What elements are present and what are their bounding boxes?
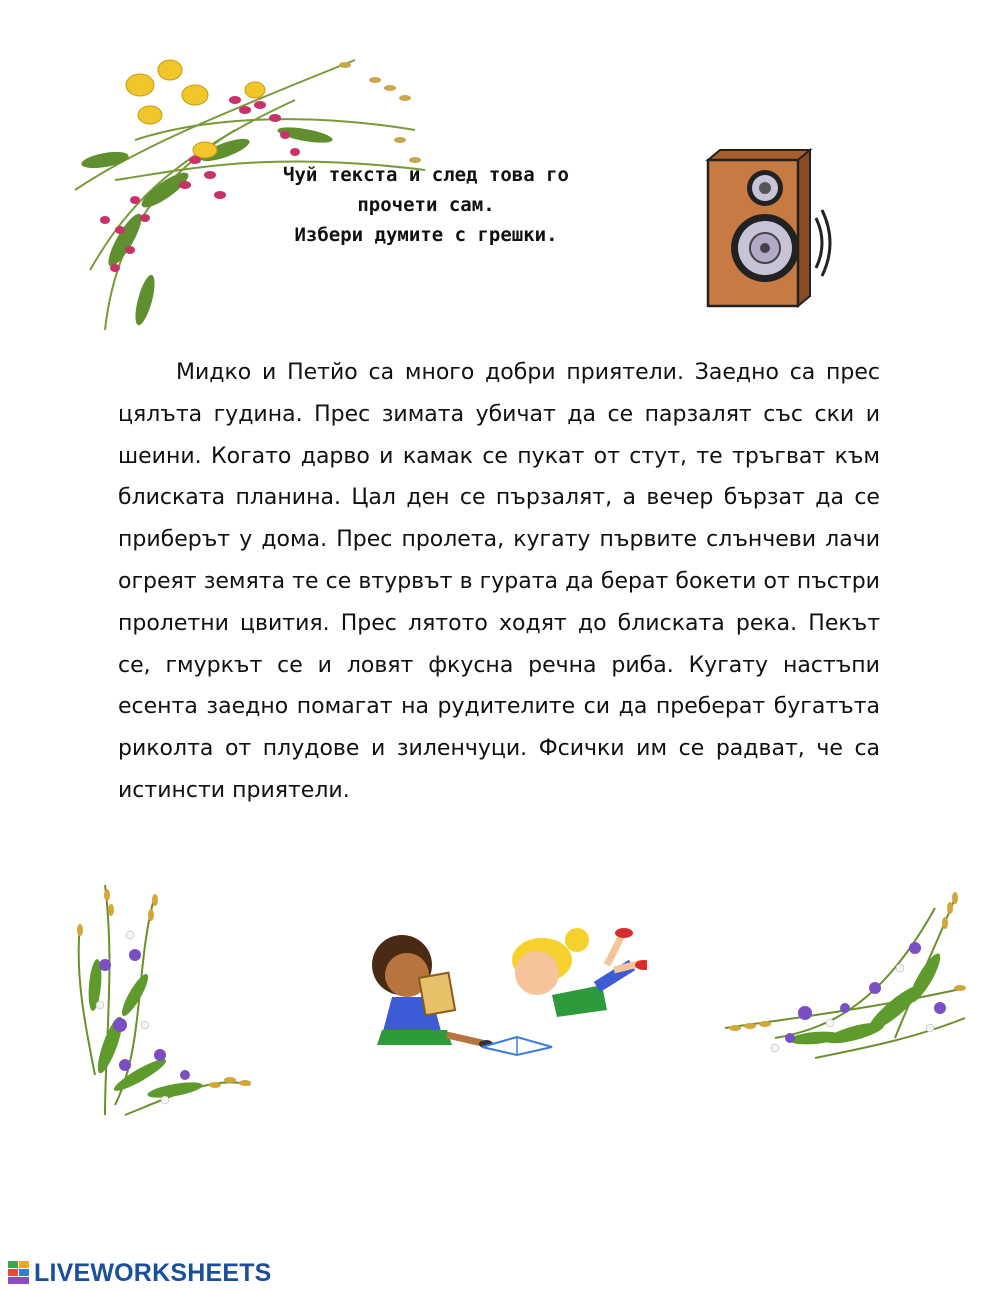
story-word[interactable]: са	[368, 360, 395, 385]
story-word[interactable]: дома.	[261, 527, 328, 553]
story-word[interactable]: Когато	[210, 443, 292, 469]
story-word[interactable]: настъпи	[782, 652, 880, 678]
story-word[interactable]: първите	[599, 527, 698, 553]
story-word[interactable]: да	[567, 401, 596, 427]
instructions-line-2: прочети сам.	[357, 194, 495, 216]
story-word[interactable]: парзалят	[644, 401, 752, 427]
story-word[interactable]: гудина.	[213, 401, 303, 427]
story-word[interactable]: блиската	[617, 610, 725, 636]
story-text	[118, 352, 880, 812]
story-word[interactable]: земята	[203, 568, 286, 594]
story-word[interactable]: ловят	[346, 652, 414, 678]
story-word[interactable]: блиската	[118, 485, 226, 511]
floral-corner-decoration-bottom-right	[715, 888, 975, 1073]
story-word[interactable]: да	[618, 694, 648, 720]
story-word[interactable]: са	[789, 360, 816, 385]
story-word[interactable]: ходят	[499, 610, 567, 636]
story-word[interactable]: втурвът	[358, 568, 453, 594]
story-word[interactable]: дарво	[300, 443, 370, 469]
story-word[interactable]: до	[577, 610, 607, 636]
story-word[interactable]: речна	[528, 652, 597, 678]
story-word[interactable]: фкусна	[428, 652, 514, 678]
liveworksheets-logo-text: LIVEWORKSHEETS	[34, 1258, 272, 1287]
story-word[interactable]: есента	[118, 694, 198, 720]
liveworksheets-logo-icon	[8, 1261, 30, 1285]
story-word[interactable]: Пекът	[808, 610, 881, 636]
story-word[interactable]: пролета,	[401, 527, 505, 553]
story-word[interactable]: се	[854, 485, 880, 511]
story-word[interactable]: пукат	[517, 443, 585, 469]
story-word[interactable]: Прес	[336, 527, 393, 553]
story-word[interactable]: гмуркът	[165, 652, 263, 678]
story-word[interactable]: гурата	[479, 568, 558, 594]
story-word[interactable]: а	[622, 485, 636, 511]
story-word[interactable]: риба.	[611, 652, 674, 678]
story-word[interactable]: на	[401, 694, 429, 720]
story-word[interactable]: от	[763, 568, 790, 594]
story-word[interactable]: рудителите	[437, 694, 576, 720]
story-word[interactable]: приятели.	[232, 777, 350, 803]
story-word[interactable]: радват,	[715, 736, 805, 762]
story-word[interactable]: вечер	[646, 485, 714, 511]
story-word[interactable]: пъстри	[796, 568, 880, 594]
story-word[interactable]: кугату	[513, 527, 591, 553]
instructions	[236, 160, 616, 250]
story-word[interactable]: заедно	[206, 694, 289, 720]
story-word[interactable]: шеини.	[118, 443, 202, 469]
story-word[interactable]: много	[404, 360, 475, 385]
story-word[interactable]: цялъта	[118, 401, 203, 427]
story-word[interactable]: истинсти	[118, 777, 226, 803]
story-word[interactable]: ден	[406, 485, 450, 511]
story-word[interactable]: да	[565, 568, 594, 594]
story-word[interactable]: се	[678, 736, 705, 762]
story-word[interactable]: бугатъта	[773, 694, 881, 720]
story-word[interactable]: река.	[735, 610, 798, 636]
story-word[interactable]: у	[239, 527, 253, 553]
story-word[interactable]: че	[816, 736, 843, 762]
story-word[interactable]: тръгват	[732, 443, 826, 469]
instructions-line-3: Избери думите с грешки.	[294, 224, 558, 246]
story-word[interactable]: плудове	[262, 736, 360, 762]
story-word[interactable]: и	[865, 401, 880, 427]
story-word[interactable]: са	[854, 736, 881, 762]
story-word[interactable]: и	[379, 443, 394, 469]
story-word[interactable]: огреят	[118, 568, 197, 594]
story-word[interactable]: лачи	[825, 527, 881, 553]
liveworksheets-logo[interactable]	[8, 1258, 272, 1288]
story-word[interactable]: цвития.	[240, 610, 330, 636]
story-word[interactable]: Прес	[340, 610, 397, 636]
story-word[interactable]: убичат	[475, 401, 556, 427]
story-word[interactable]: им	[636, 736, 668, 762]
story-word[interactable]: да	[815, 485, 844, 511]
story-word[interactable]: риколта	[118, 736, 214, 762]
story-word[interactable]: се	[277, 652, 303, 678]
story-word[interactable]: Петйо	[287, 360, 358, 385]
story-word[interactable]: Кугату	[688, 652, 769, 678]
story-word[interactable]: лятото	[408, 610, 488, 636]
story-word[interactable]: и	[370, 736, 386, 762]
story-word[interactable]: от	[593, 443, 620, 469]
story-word[interactable]: берат	[600, 568, 669, 594]
story-word[interactable]: добри	[485, 360, 556, 385]
story-word[interactable]: пързалят,	[495, 485, 613, 511]
instructions-line-1: Чуй текста и след това го	[283, 164, 569, 186]
kids-reading-illustration	[352, 925, 647, 1060]
story-word[interactable]: камак	[402, 443, 473, 469]
story-word[interactable]: зиленчуци.	[396, 736, 528, 762]
story-word[interactable]: си	[583, 694, 611, 720]
audio-play-button[interactable]	[700, 148, 835, 308]
speaker-icon	[700, 148, 835, 308]
story-word[interactable]: се	[482, 443, 508, 469]
story-word[interactable]: Фсички	[538, 736, 625, 762]
story-word[interactable]: се	[607, 401, 634, 427]
story-word[interactable]: в	[459, 568, 473, 594]
story-word[interactable]: ски	[814, 401, 855, 427]
floral-corner-decoration-bottom-left	[65, 875, 260, 1125]
story-word[interactable]: зимата	[381, 401, 465, 427]
story-word[interactable]: бързат	[723, 485, 805, 511]
story-word[interactable]: планина.	[235, 485, 341, 511]
story-word[interactable]: от	[224, 736, 252, 762]
story-word[interactable]: те	[696, 443, 723, 469]
story-word[interactable]: помагат	[296, 694, 393, 720]
story-word[interactable]: се,	[118, 652, 151, 678]
story-word[interactable]: и	[317, 652, 332, 678]
story-word[interactable]: преберат	[655, 694, 766, 720]
story-word[interactable]: бокети	[675, 568, 757, 594]
story-word[interactable]: се	[459, 485, 486, 511]
story-word[interactable]: приберът	[118, 527, 231, 553]
story-word[interactable]: и	[262, 360, 277, 385]
story-word[interactable]: Прес	[314, 401, 371, 427]
story-word[interactable]: пролетни	[118, 610, 229, 636]
story-word[interactable]: Заедно	[694, 360, 779, 385]
story-word[interactable]: стут,	[629, 443, 688, 469]
story-word[interactable]: слънчеви	[706, 527, 817, 553]
story-word[interactable]: прес	[826, 360, 881, 385]
story-word[interactable]: те	[292, 568, 319, 594]
story-word[interactable]: със	[763, 401, 803, 427]
story-word[interactable]: Цал	[351, 485, 396, 511]
story-word[interactable]: се	[325, 568, 352, 594]
story-word[interactable]: Мидко	[176, 360, 252, 385]
story-word[interactable]: към	[834, 443, 880, 469]
story-word[interactable]: приятели.	[566, 360, 684, 385]
